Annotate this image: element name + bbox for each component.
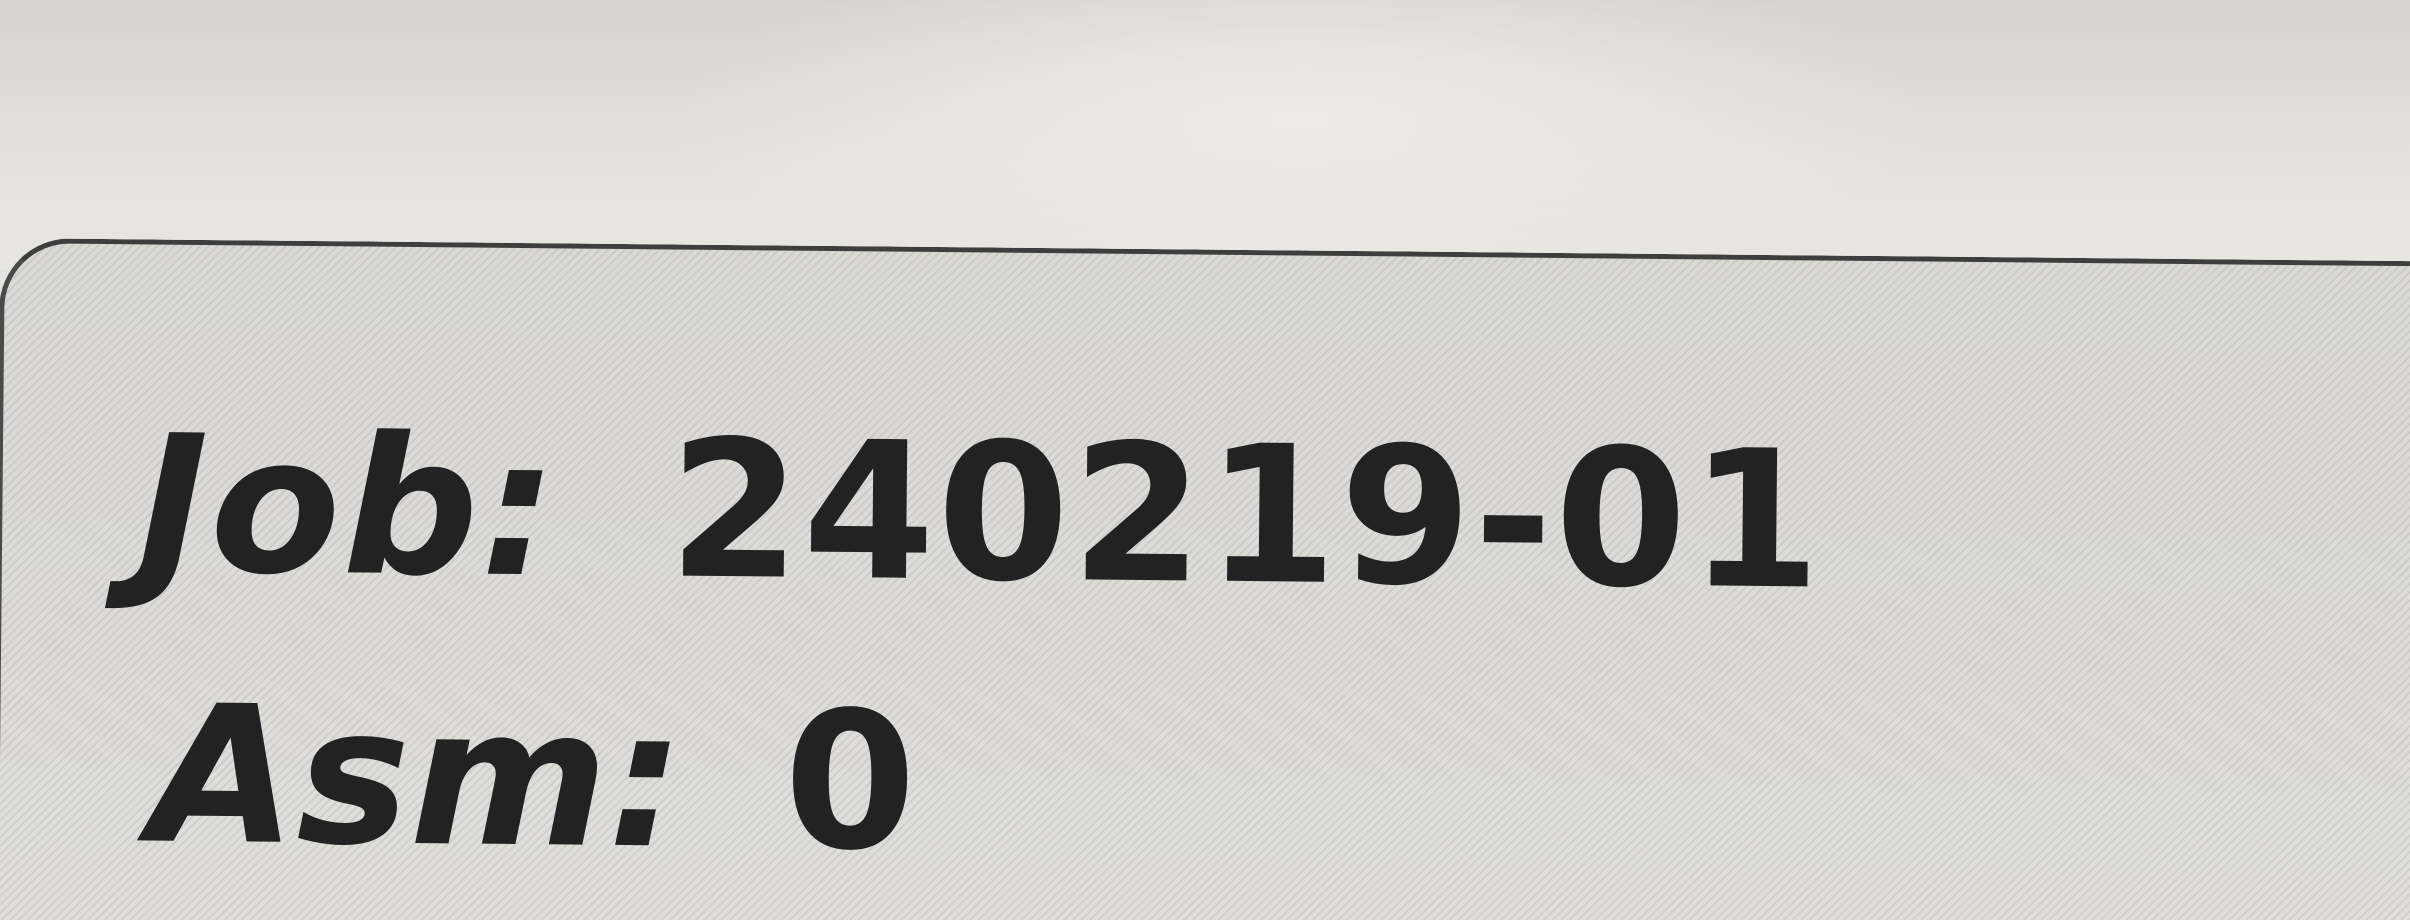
job-number: 240219-01 (667, 399, 1825, 632)
job-label: Job: (136, 394, 560, 620)
paper-background (0, 0, 2410, 270)
job-row (136, 394, 1824, 631)
asm-number: 0 (782, 670, 918, 893)
asm-row (149, 664, 917, 892)
job-label-panel (0, 238, 2410, 920)
asm-label: Asm: (148, 664, 685, 891)
